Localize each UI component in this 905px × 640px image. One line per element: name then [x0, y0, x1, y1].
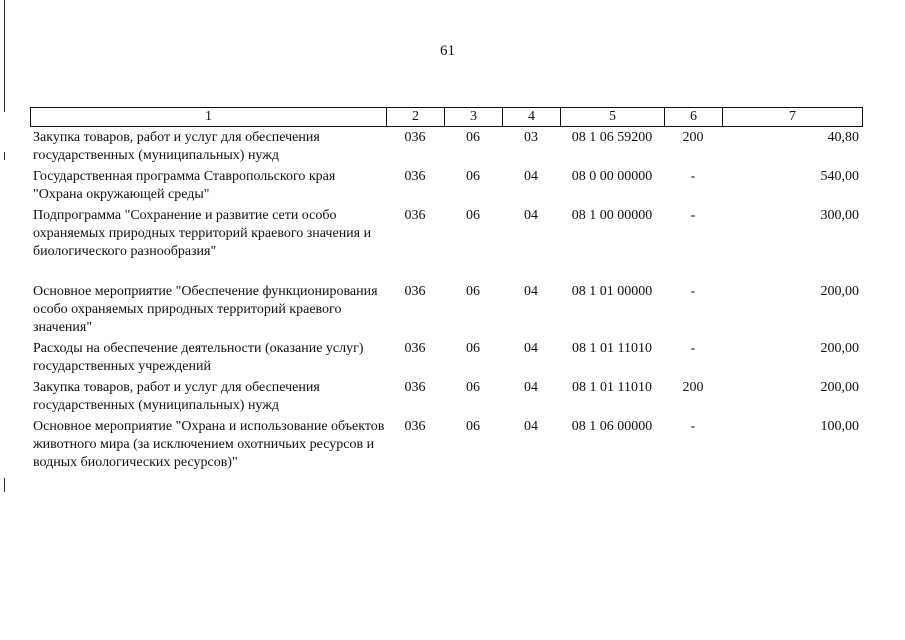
table-row	[30, 168, 862, 207]
row-name: Основное мероприятие "Охрана и использование объектов животного мира (за исключением охотничьих ресурсов и водных биологических ресурсов)"	[33, 419, 385, 470]
column-header: 7	[723, 108, 863, 127]
row-section-code: 06	[466, 284, 480, 299]
column-header: 6	[665, 108, 723, 127]
table-row	[30, 340, 862, 379]
row-section-code: 06	[466, 380, 480, 395]
row-name: Расходы на обеспечение деятельности (оказание услуг) государственных учреждений	[33, 341, 364, 374]
row-subsection-code: 04	[524, 208, 538, 223]
row-expense-type: -	[690, 341, 696, 356]
row-amount: 200,00	[820, 341, 859, 356]
table-row	[30, 379, 862, 418]
column-header: 4	[503, 108, 561, 127]
row-amount: 40,80	[827, 130, 859, 145]
table-row	[30, 418, 862, 475]
budget-table	[30, 129, 862, 475]
row-name: Подпрограмма "Сохранение и развитие сети особо охраняемых природных территорий краевого значения и биологического разнообразия"	[33, 208, 372, 259]
table-row	[30, 129, 862, 168]
row-target-code: 08 1 01 00000	[571, 284, 653, 299]
row-subsection-code: 04	[524, 341, 538, 356]
row-target-code: 08 1 01 11010	[572, 380, 652, 395]
table-header	[30, 107, 863, 127]
column-header: 3	[445, 108, 503, 127]
row-expense-type: -	[690, 284, 696, 299]
row-ministry-code: 036	[404, 208, 426, 223]
row-ministry-code: 036	[404, 169, 426, 184]
row-amount: 200,00	[820, 284, 859, 299]
row-amount: 100,00	[820, 419, 859, 434]
row-subsection-code: 04	[524, 380, 538, 395]
scan-margin-tick	[4, 478, 5, 492]
row-ministry-code: 036	[404, 130, 426, 145]
scan-margin-tick	[4, 152, 5, 160]
row-section-code: 06	[466, 169, 480, 184]
page-number: 61	[440, 43, 455, 59]
row-section-code: 06	[466, 341, 480, 356]
column-header: 1	[31, 108, 387, 127]
row-target-code: 08 1 06 59200	[571, 130, 653, 145]
table-row	[30, 283, 862, 340]
row-name: Государственная программа Ставропольского края "Охрана окружающей среды"	[33, 169, 336, 202]
row-ministry-code: 036	[404, 419, 426, 434]
column-number-row	[31, 108, 863, 127]
row-subsection-code: 04	[524, 284, 538, 299]
row-section-code: 06	[466, 130, 480, 145]
table-row	[30, 207, 862, 283]
row-name: Основное мероприятие "Обеспечение функционирования особо охраняемых природных территорий краевого значения"	[33, 284, 378, 335]
row-name: Закупка товаров, работ и услуг для обеспечения государственных (муниципальных) нужд	[33, 130, 320, 163]
row-expense-type: 200	[682, 380, 704, 395]
row-section-code: 06	[466, 208, 480, 223]
column-header: 5	[561, 108, 665, 127]
row-ministry-code: 036	[404, 341, 426, 356]
row-ministry-code: 036	[404, 284, 426, 299]
row-target-code: 08 1 00 00000	[571, 208, 653, 223]
row-subsection-code: 03	[524, 130, 538, 145]
row-expense-type: -	[690, 208, 696, 223]
row-expense-type: 200	[682, 130, 704, 145]
row-section-code: 06	[466, 419, 480, 434]
row-target-code: 08 1 06 00000	[571, 419, 653, 434]
row-amount: 200,00	[820, 380, 859, 395]
row-amount: 540,00	[820, 169, 859, 184]
row-target-code: 08 0 00 00000	[571, 169, 653, 184]
row-subsection-code: 04	[524, 169, 538, 184]
column-header: 2	[387, 108, 445, 127]
row-amount: 300,00	[820, 208, 859, 223]
row-ministry-code: 036	[404, 380, 426, 395]
row-target-code: 08 1 01 11010	[572, 341, 652, 356]
row-expense-type: -	[690, 419, 696, 434]
row-subsection-code: 04	[524, 419, 538, 434]
row-name: Закупка товаров, работ и услуг для обеспечения государственных (муниципальных) нужд	[33, 380, 320, 413]
row-expense-type: -	[690, 169, 696, 184]
